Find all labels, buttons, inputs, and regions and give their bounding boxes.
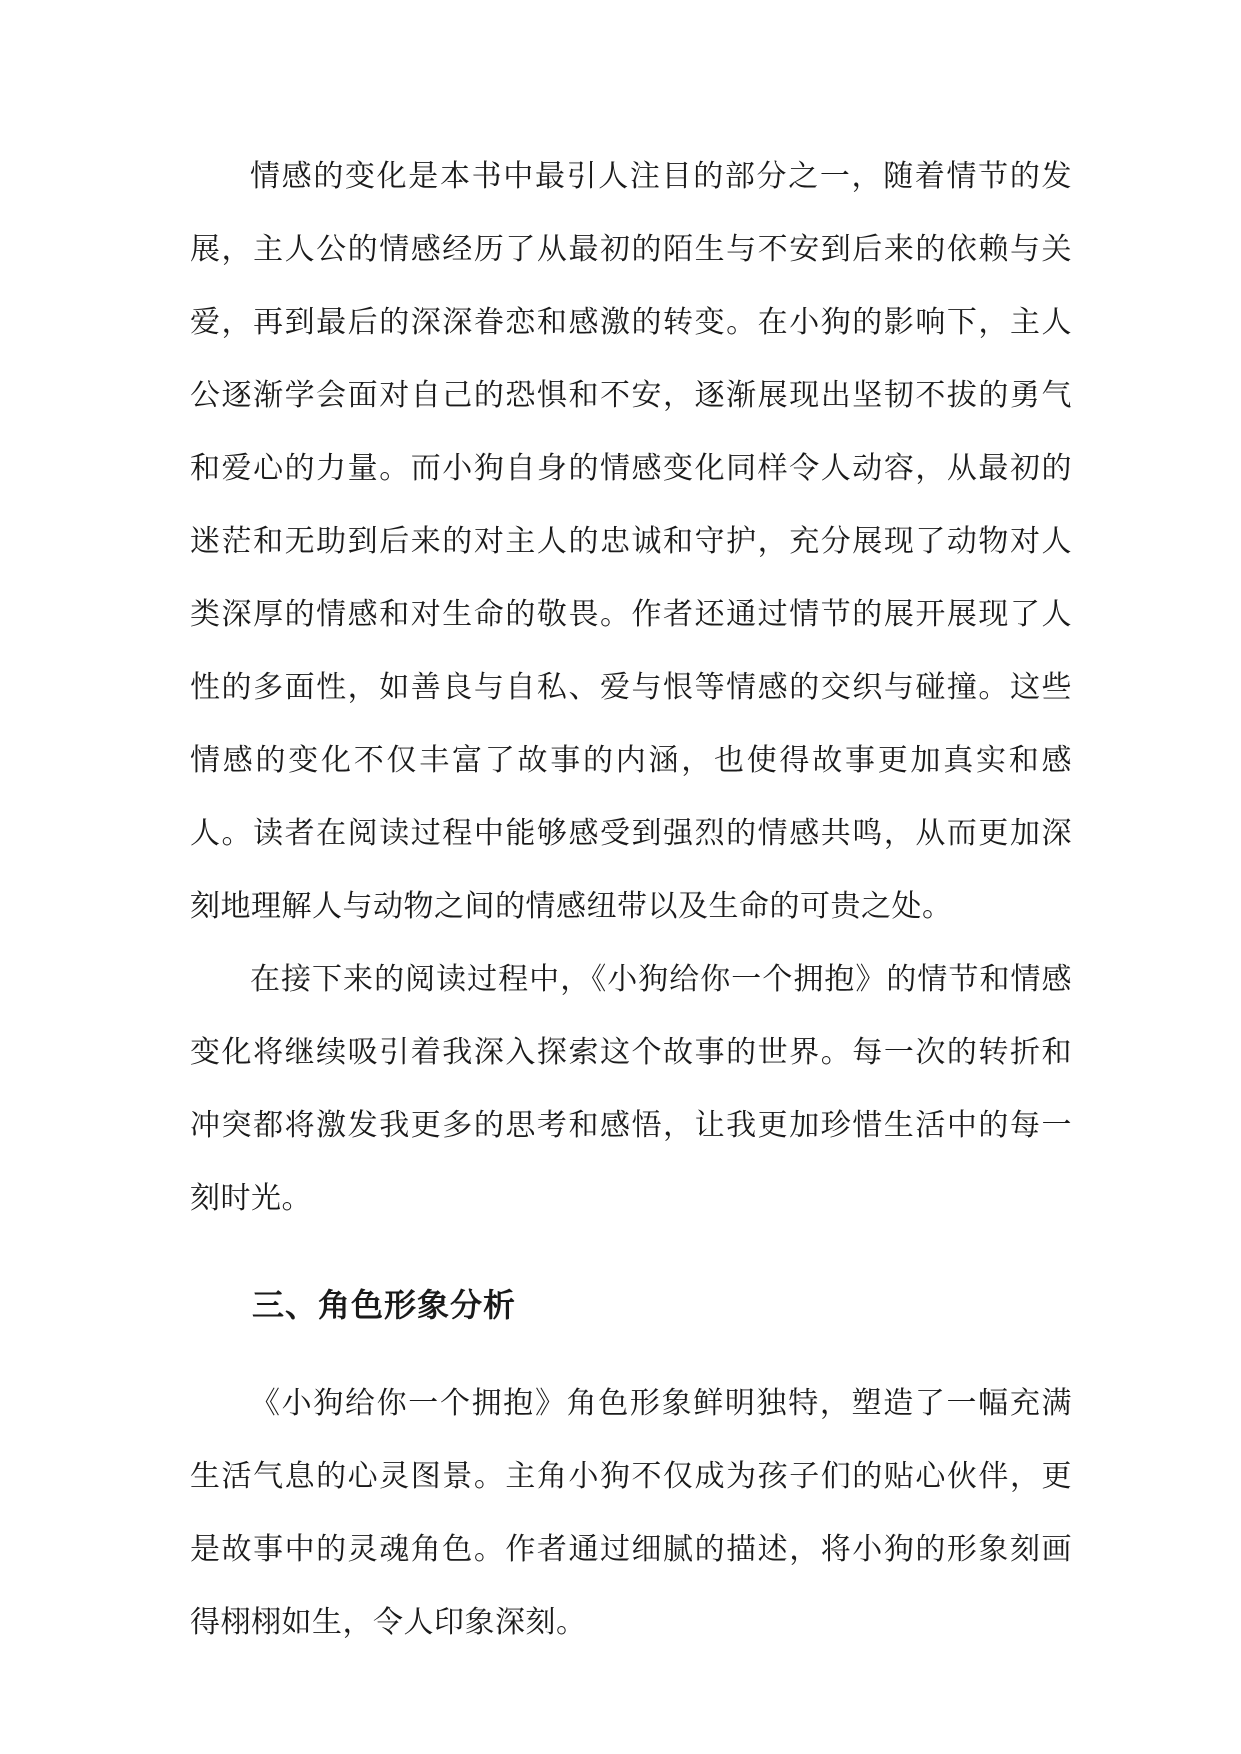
page-content <box>190 140 1072 1659</box>
paragraph-character-image: 《小狗给你一个拥抱》角色形象鲜明独特，塑造了一幅充满生活气息的心灵图景。主角小狗不仅成为孩子们的贴心伙伴，更是故事中的灵魂角色。作者通过细腻的描述，将小狗的形象刻画得栩栩如生，令人印象深刻。 <box>190 1386 1072 1640</box>
paragraph-emotional-change: 情感的变化是本书中最引人注目的部分之一，随着情节的发展，主人公的情感经历了从最初的陌生与不安到后来的依赖与关爱，再到最后的深深眷恋和感激的转变。在小狗的影响下，主人公逐渐学会面对自己的恐惧和不安，逐渐展现出坚韧不拔的勇气和爱心的力量。而小狗自身的情感变化同样令人动容，从最初的迷茫和无助到后来的对主人的忠诚和守护，充分展现了动物对人类深厚的情感和对生命的敬畏。作者还通过情节的展开展现了人性的多面性，如善良与自私、爱与恨等情感的交织与碰撞。这些情感的变化不仅丰富了故事的内涵，也使得故事更加真实和感人。读者在阅读过程中能够感受到强烈的情感共鸣，从而更加深刻地理解人与动物之间的情感纽带以及生命的可贵之处。 <box>190 159 1072 924</box>
section-heading-character-analysis: 三、角色形象分析 <box>252 1286 517 1324</box>
paragraph-reading-continuation: 在接下来的阅读过程中，《小狗给你一个拥抱》的情节和情感变化将继续吸引着我深入探索这个故事的世界。每一次的转折和冲突都将激发我更多的思考和感悟，让我更加珍惜生活中的每一刻时光。 <box>190 962 1072 1216</box>
